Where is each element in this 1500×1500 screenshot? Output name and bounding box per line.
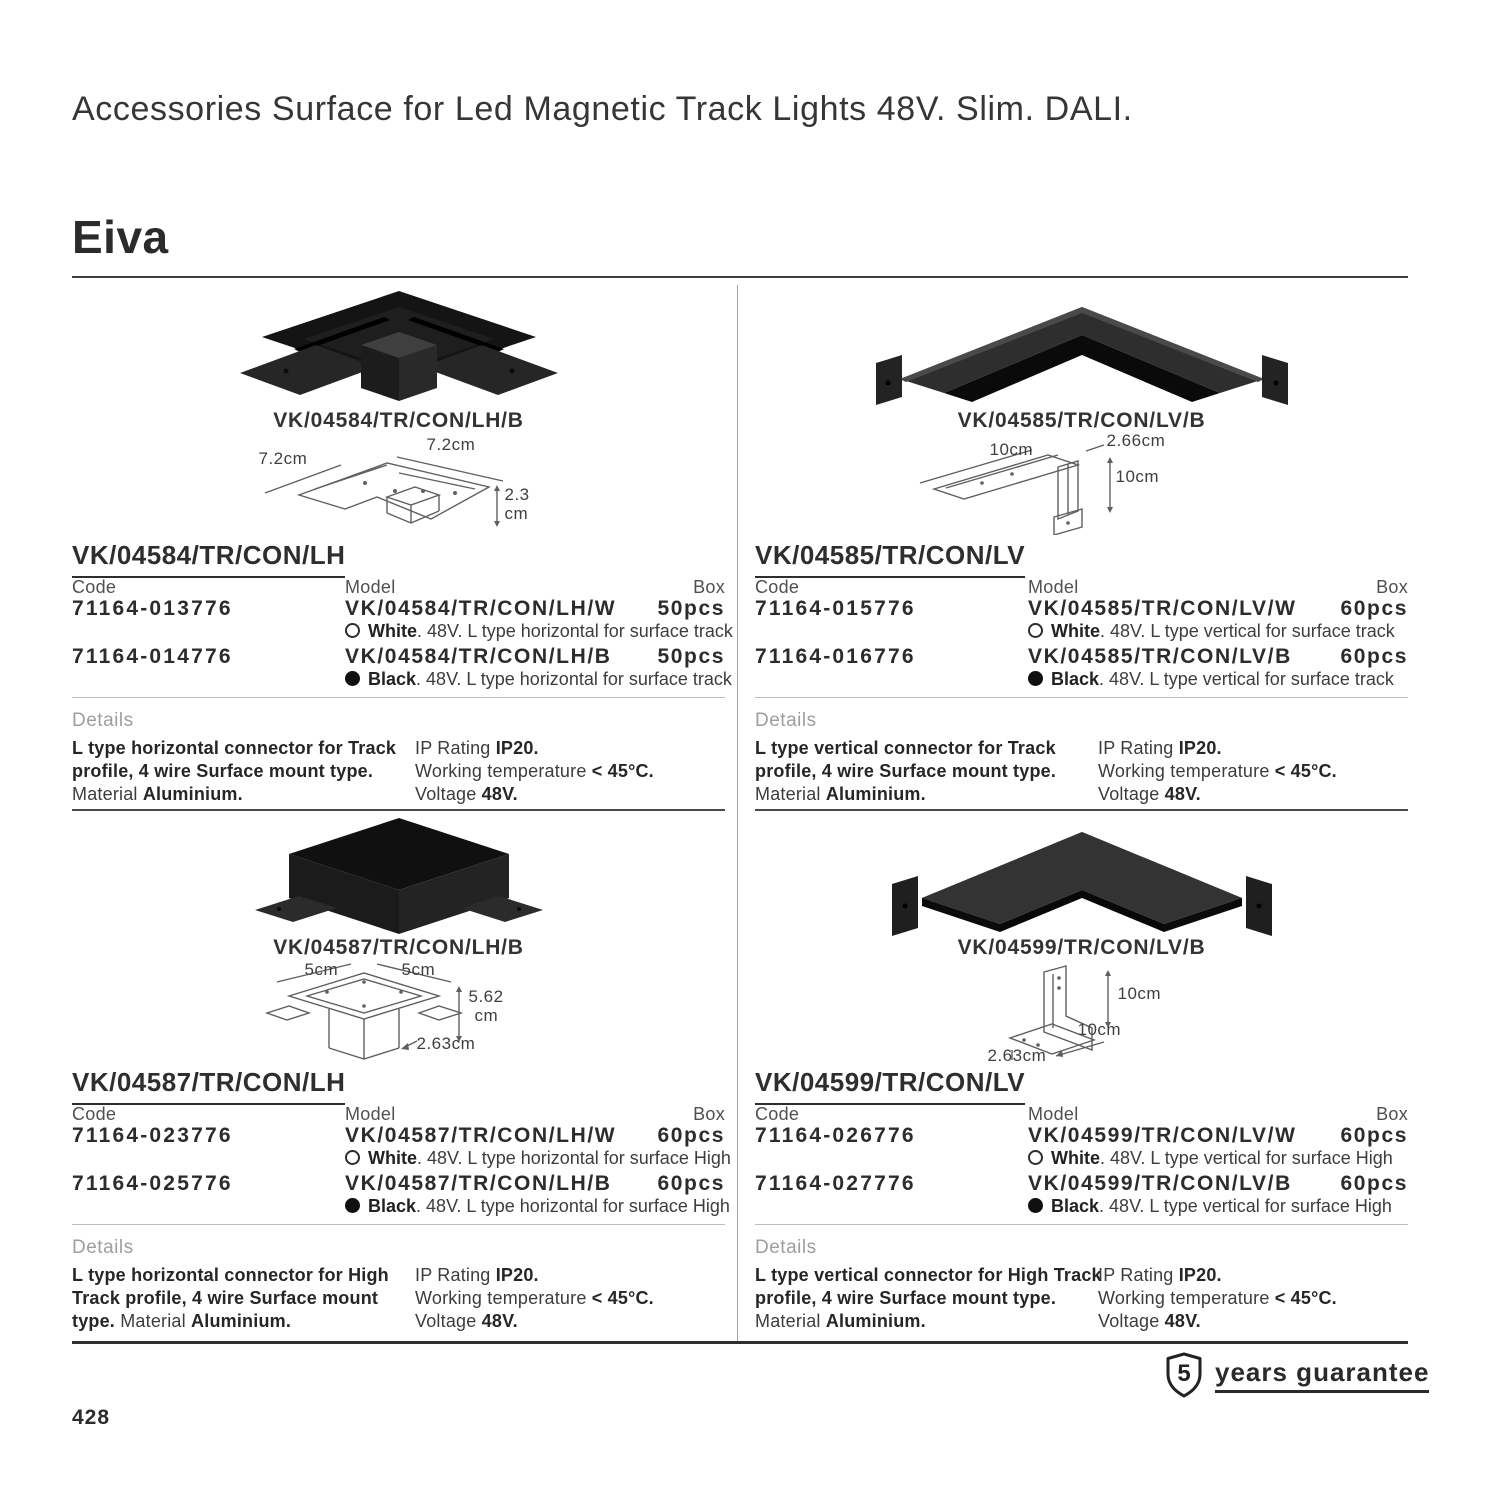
l-vertical-high-connector-photo-icon — [862, 810, 1302, 941]
product-image-caption: VK/04584/TR/CON/LH/B — [273, 409, 524, 432]
column-header-code: Code — [755, 577, 800, 597]
section-divider — [72, 276, 1408, 278]
table-row-description — [72, 1196, 730, 1220]
dimension-diagram — [862, 431, 1302, 535]
product-title: VK/04599/TR/CON/LV — [755, 1067, 1025, 1105]
product-code: 71164-014776 — [72, 645, 233, 668]
product-model: VK/04599/TR/CON/LV/B — [1028, 1172, 1292, 1195]
product-code: 71164-016776 — [755, 645, 916, 668]
dimension-label: 5.62 — [468, 987, 504, 1006]
product-code: 71164-026776 — [755, 1124, 916, 1147]
details-specs: IP Rating IP20. Working temperature < 45°C. Voltage 48V. — [415, 1265, 654, 1331]
details-label: Details — [755, 710, 817, 731]
variant-description: Black. 48V. L type horizontal for surface track — [345, 669, 732, 690]
page-number: 428 — [72, 1406, 111, 1429]
details-description: L type vertical connector for Track profile, 4 wire Surface mount type. Material Aluminium. — [755, 738, 1057, 804]
product-section-04584 — [72, 285, 733, 809]
table-row — [755, 1124, 1408, 1148]
black-color-swatch-icon — [345, 1198, 360, 1213]
table-row-description — [755, 621, 1408, 645]
black-color-swatch-icon — [345, 671, 360, 686]
product-model: VK/04585/TR/CON/LV/B — [1028, 645, 1292, 668]
product-title: VK/04585/TR/CON/LV — [755, 540, 1025, 578]
column-header-box: Box — [1376, 577, 1408, 597]
product-image-caption: VK/04587/TR/CON/LH/B — [273, 936, 524, 959]
guarantee-label: years guarantee — [1215, 1357, 1429, 1393]
details-specs: IP Rating IP20. Working temperature < 45°C. Voltage 48V. — [1098, 1265, 1337, 1331]
dimension-label: 2.66cm — [1106, 431, 1166, 450]
box-quantity: 60pcs — [1340, 597, 1408, 620]
details-label: Details — [72, 1237, 134, 1258]
details-divider — [72, 697, 725, 698]
product-image-caption: VK/04599/TR/CON/LV/B — [957, 936, 1206, 959]
series-title: Eiva — [72, 211, 169, 263]
white-color-swatch-icon — [345, 623, 360, 638]
dimension-label: 5cm — [401, 960, 436, 979]
product-code: 71164-023776 — [72, 1124, 233, 1147]
table-row — [72, 597, 725, 621]
product-code: 71164-013776 — [72, 597, 233, 620]
dimension-label: 10cm — [1115, 467, 1160, 486]
details-divider — [755, 697, 1408, 698]
table-row-description — [72, 1148, 731, 1172]
column-divider — [737, 285, 738, 1343]
variant-description: Black. 48V. L type vertical for surface track — [1028, 669, 1394, 690]
product-model: VK/04584/TR/CON/LH/B — [345, 645, 612, 668]
variant-description: Black. 48V. L type horizontal for surface High — [345, 1196, 730, 1217]
column-header-code: Code — [72, 577, 117, 597]
product-section-04599 — [755, 812, 1408, 1336]
column-header-code: Code — [72, 1104, 117, 1124]
box-quantity: 50pcs — [657, 645, 725, 668]
guarantee-badge — [1163, 1351, 1429, 1399]
dimension-label: 10cm — [1077, 1020, 1122, 1039]
l-vertical-connector-photo-icon — [862, 293, 1302, 410]
column-header-box: Box — [693, 1104, 725, 1124]
dimension-label: 2.63cm — [416, 1034, 476, 1053]
product-model: VK/04584/TR/CON/LH/W — [345, 597, 617, 620]
column-header-model: Model — [345, 1104, 396, 1124]
dimension-label: cm — [474, 1006, 499, 1025]
column-header-box: Box — [693, 577, 725, 597]
dimension-label: cm — [504, 504, 529, 523]
dimension-label: 5cm — [304, 960, 339, 979]
dimension-label: 10cm — [1117, 984, 1162, 1003]
dimension-diagram — [872, 962, 1292, 1065]
dimension-diagram — [159, 435, 639, 535]
column-header-code: Code — [755, 1104, 800, 1124]
footer-divider — [72, 1341, 1408, 1344]
details-specs: IP Rating IP20. Working temperature < 45°C. Voltage 48V. — [415, 738, 654, 804]
white-color-swatch-icon — [345, 1150, 360, 1165]
product-code: 71164-025776 — [72, 1172, 233, 1195]
product-section-04585 — [755, 285, 1408, 809]
dimension-label: 7.2cm — [426, 435, 476, 454]
product-model: VK/04587/TR/CON/LH/B — [345, 1172, 612, 1195]
column-header-model: Model — [1028, 577, 1079, 597]
table-row — [72, 1124, 725, 1148]
details-description: L type vertical connector for High Track profile, 4 wire Surface mount type. Material Aluminium. — [755, 1265, 1102, 1331]
table-row — [72, 645, 725, 669]
table-row-description — [755, 1196, 1408, 1220]
shield-icon — [1163, 1351, 1205, 1399]
details-description: L type horizontal connector for Track profile, 4 wire Surface mount type. Material Aluminium. — [72, 738, 397, 804]
dimension-label: 10cm — [989, 440, 1034, 459]
product-section-04587 — [72, 812, 731, 1336]
box-quantity: 60pcs — [657, 1172, 725, 1195]
white-color-swatch-icon — [1028, 1150, 1043, 1165]
product-code: 71164-027776 — [755, 1172, 916, 1195]
product-model: VK/04587/TR/CON/LH/W — [345, 1124, 617, 1147]
details-divider — [72, 1224, 725, 1225]
black-color-swatch-icon — [1028, 671, 1043, 686]
page-header-title: Accessories Surface for Led Magnetic Track Lights 48V. Slim. DALI. — [72, 90, 1133, 128]
column-header-model: Model — [345, 577, 396, 597]
box-quantity: 60pcs — [657, 1124, 725, 1147]
details-divider — [755, 1224, 1408, 1225]
table-row-description — [72, 621, 733, 645]
table-row — [755, 645, 1408, 669]
dimension-diagram — [159, 962, 639, 1062]
box-quantity: 60pcs — [1340, 645, 1408, 668]
product-model: VK/04599/TR/CON/LV/W — [1028, 1124, 1297, 1147]
black-color-swatch-icon — [1028, 1198, 1043, 1213]
details-label: Details — [72, 710, 134, 731]
box-quantity: 60pcs — [1340, 1172, 1408, 1195]
variant-description: White. 48V. L type vertical for surface track — [1028, 621, 1395, 642]
table-row — [755, 1172, 1408, 1196]
box-quantity: 60pcs — [1340, 1124, 1408, 1147]
table-row — [755, 597, 1408, 621]
guarantee-years: 5 — [1177, 1360, 1191, 1387]
product-title: VK/04587/TR/CON/LH — [72, 1067, 345, 1105]
dimension-label: 7.2cm — [258, 449, 308, 468]
variant-description: White. 48V. L type horizontal for surface High — [345, 1148, 731, 1169]
table-row-description — [72, 669, 732, 693]
l-horizontal-connector-photo-icon — [234, 287, 564, 414]
variant-description: White. 48V. L type vertical for surface High — [1028, 1148, 1393, 1169]
details-specs: IP Rating IP20. Working temperature < 45°C. Voltage 48V. — [1098, 738, 1337, 804]
product-code: 71164-015776 — [755, 597, 916, 620]
dimension-label: 2.63cm — [987, 1046, 1047, 1065]
details-description: L type horizontal connector for High Track profile, 4 wire Surface mount type. Material Aluminium. — [72, 1265, 389, 1331]
box-quantity: 50pcs — [657, 597, 725, 620]
dimension-label: 2.3 — [504, 485, 530, 504]
product-model: VK/04585/TR/CON/LV/W — [1028, 597, 1297, 620]
variant-description: White. 48V. L type horizontal for surface track — [345, 621, 733, 642]
variant-description: Black. 48V. L type vertical for surface High — [1028, 1196, 1392, 1217]
column-header-box: Box — [1376, 1104, 1408, 1124]
table-row-description — [755, 669, 1408, 693]
column-header-model: Model — [1028, 1104, 1079, 1124]
white-color-swatch-icon — [1028, 623, 1043, 638]
table-row — [72, 1172, 725, 1196]
details-label: Details — [755, 1237, 817, 1258]
product-title: VK/04584/TR/CON/LH — [72, 540, 345, 578]
product-image-caption: VK/04585/TR/CON/LV/B — [957, 409, 1206, 432]
table-row-description — [755, 1148, 1408, 1172]
l-horizontal-high-connector-photo-icon — [239, 810, 559, 943]
